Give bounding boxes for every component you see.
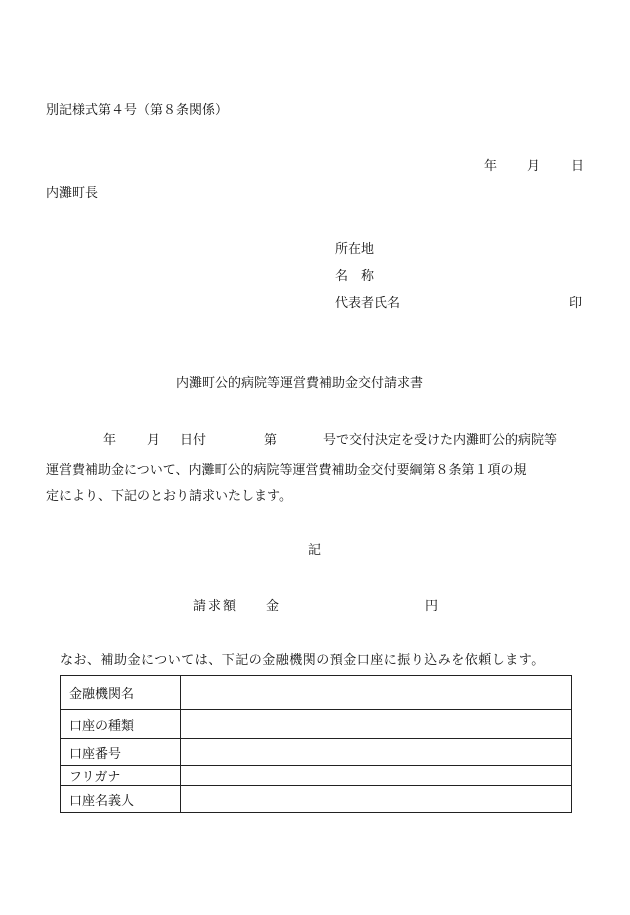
account-number-field[interactable] [181,739,572,766]
body-line2: 運営費補助金について、内灘町公的病院等運営費補助金交付要綱第８条第１項の規 [46,463,527,478]
account-holder-field[interactable] [181,786,572,813]
body-year: 年 [103,433,117,448]
date-year: 年 [484,159,498,174]
bank-account-table [60,675,572,813]
furigana-field[interactable] [181,766,572,786]
table-row [61,710,572,739]
account-holder-label: 口座名義人 [61,786,181,813]
account-type-field[interactable] [181,710,572,739]
date-day: 日 [571,159,585,174]
table-row [61,676,572,710]
bank-name-label: 金融機関名 [61,676,181,710]
table-row [61,786,572,813]
body-line1-rest: 号で交付決定を受けた内灘町公的病院等 [323,433,558,448]
furigana-label: フリガナ [61,766,181,786]
account-type-label: 口座の種類 [61,710,181,739]
body-line3: 定により、下記のとおり請求いたします。 [46,489,292,504]
body-month: 月 [147,433,161,448]
form-reference: 別記様式第４号（第８条関係） [46,103,229,118]
table-row [61,739,572,766]
amount-label: 請求額 [193,599,239,614]
seal-mark: 印 [569,296,583,311]
body-day: 日付 [180,433,207,448]
bank-name-field[interactable] [181,676,572,710]
body-number-prefix: 第 [264,433,278,448]
amount-yen: 円 [425,599,439,614]
account-number-label: 口座番号 [61,739,181,766]
address-label: 所在地 [335,242,375,257]
amount-kin: 金 [266,599,280,614]
addressee: 内灘町長 [46,186,99,201]
date-month: 月 [527,159,541,174]
document-title: 内灘町公的病院等運営費補助金交付請求書 [176,376,424,391]
ki-heading: 記 [308,543,322,558]
table-row [61,766,572,786]
name-label: 名 称 [335,269,375,284]
representative-label: 代表者氏名 [335,296,401,311]
bank-note: なお、補助金については、下記の金融機関の預金口座に振り込みを依頼します。 [60,653,545,668]
